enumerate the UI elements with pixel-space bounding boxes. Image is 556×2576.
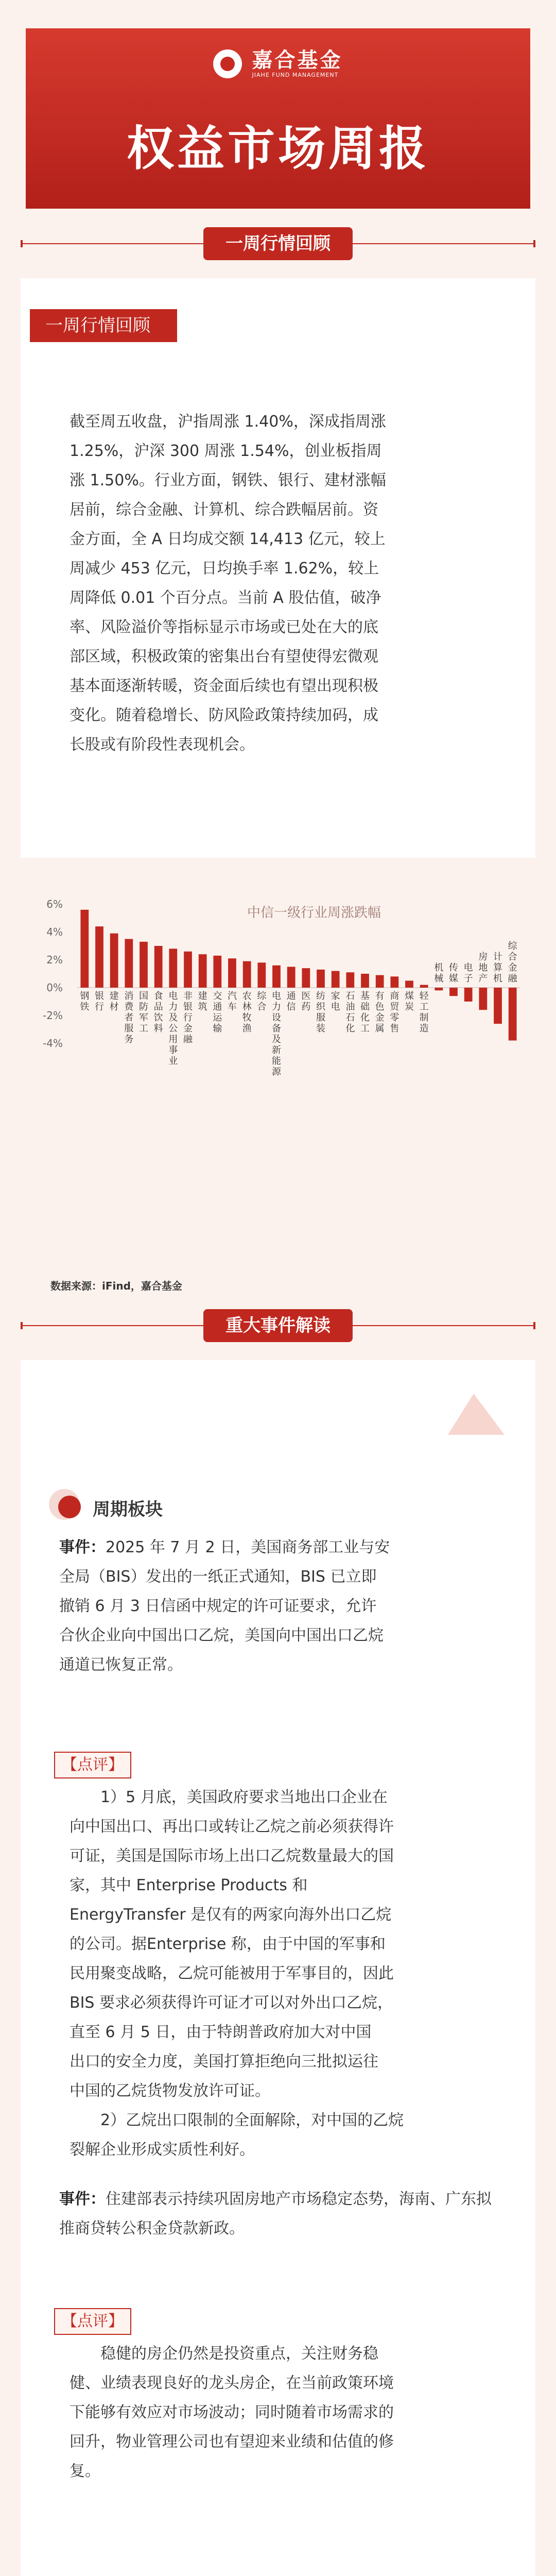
x-tick-label: 医药 <box>301 991 311 1012</box>
x-tick-label: 媒传 <box>449 962 458 984</box>
brand-logo-icon <box>213 49 242 78</box>
x-tick-label: 银行 <box>95 991 104 1012</box>
chart-title: 中信一级行业周涨跌幅 <box>247 905 381 921</box>
x-tick-label: 煤炭 <box>405 991 414 1012</box>
chart-bar <box>435 988 443 990</box>
x-tick-label: 非银行金融 <box>183 991 193 1045</box>
hero-banner <box>26 28 530 209</box>
chart-bar <box>420 985 428 988</box>
section-pill-events: 重大事件解读 <box>203 1309 353 1342</box>
x-tick-label: 电力设备及新能源 <box>272 991 281 1077</box>
y-tick-label: -2% <box>43 1009 63 1022</box>
chart-bar <box>272 965 281 988</box>
x-tick-label: 消费者服务 <box>124 991 134 1045</box>
sector-heading: 周期板块 <box>93 1499 163 1520</box>
chart-bar <box>140 942 148 988</box>
chart-bar <box>184 952 192 988</box>
industry-weekly-chart <box>41 886 525 1175</box>
x-tick-label: 农林牧渔 <box>242 991 252 1034</box>
chart-bar <box>125 939 133 988</box>
chart-bar <box>287 967 296 988</box>
chart-bar <box>95 926 103 988</box>
x-tick-label: 产地房 <box>478 952 488 984</box>
chart-bar <box>494 988 502 1024</box>
event1-text: 事件：2025 年 7 月 2 日，美国商务部工业与安 全局（BIS）发出的一纸正式通知，BIS 已立即 撤销 6 月 3 日信函中规定的许可证要求，允许 合伙企业向中国出口乙烷，美国向中国出口乙烷 通道已恢复正常。 <box>59 1538 390 1674</box>
x-tick-label: 融金合综 <box>508 941 517 984</box>
data-source: 数据来源：iFind，嘉合基金 <box>50 1280 182 1292</box>
x-tick-label: 电力及公用事业 <box>168 991 178 1066</box>
y-tick-label: 6% <box>46 898 63 910</box>
chart-bar <box>464 988 473 1002</box>
y-tick-label: -4% <box>43 1037 63 1049</box>
x-tick-label: 钢铁 <box>80 991 90 1012</box>
chart-bar <box>228 958 236 988</box>
x-tick-label: 轻工制造 <box>419 991 429 1034</box>
section-ribbon: 一周行情回顾 <box>30 309 177 342</box>
market-review-card <box>21 278 535 858</box>
chart-bar <box>317 970 325 988</box>
x-tick-label: 汽车 <box>228 991 237 1012</box>
chart-bar <box>376 975 384 988</box>
comment2-text: 稳健的房企仍然是投资重点，关注财务稳 健、业绩表现良好的龙头房企，在当前政策环境 下能够有效应对市场波动；同时随着市场需求的 回升，物业管理公司也有望迎来业绩和估值的修 复。 <box>70 2345 394 2480</box>
comment1-text: 1）5 月底，美国政府要求当地出口企业在 向中国出口、再出口或转让乙烷之前必须获得许 可证，美国是国际市场上出口乙烷数量最大的国 家，其中 Enterprise Products 和 EnergyTransfer 是仅有的两家向海外出口乙烷 的公司。据Enterprise 称，由于中国的军事和 民用聚变战略，乙烷可能被用于军事目的，因此 BIS 要求必须获得许可证才可以对外出口乙烷， 直至 6 月 5 日，由于特朗普政府加大对中国 出口的安全力度，美国打算拒绝向三批拟运往 中国的乙烷货物发放许可证。 2）乙烷出口限制的全面解除，对中国的乙烷 裂解企业形成实质性利好。 <box>70 1788 404 2159</box>
chart-bar <box>80 910 89 988</box>
chart-bar <box>243 961 251 988</box>
x-tick-label: 建材 <box>109 991 119 1012</box>
x-tick-label: 建筑 <box>198 991 207 1012</box>
x-tick-label: 综合 <box>257 991 267 1012</box>
comment-tag: 【点评】 <box>54 1752 131 1778</box>
chart-bar <box>257 962 266 988</box>
y-tick-label: 2% <box>46 954 63 966</box>
chart-bar <box>169 948 177 988</box>
chart-bar <box>361 974 369 988</box>
x-tick-label: 商贸零售 <box>390 991 399 1034</box>
chart-bar <box>346 972 354 988</box>
x-tick-label: 纺织服装 <box>316 991 325 1034</box>
x-tick-label: 机算计 <box>493 952 502 984</box>
event2-text: 事件：住建部表示持续巩固房地产市场稳定态势，海南、广东拟推商贷转公积金贷款新政。 <box>59 2190 492 2238</box>
chart-bar <box>405 981 413 988</box>
chart-bar <box>110 934 118 988</box>
section-pill-review: 一周行情回顾 <box>203 227 353 260</box>
y-tick-label: 0% <box>46 981 63 994</box>
chart-bar <box>213 956 221 988</box>
x-tick-label: 国防军工 <box>139 991 148 1034</box>
brand-name: 嘉合基金 <box>252 48 343 72</box>
chart-bar <box>302 968 310 988</box>
chart-bar <box>199 954 207 988</box>
decor-triangle-icon <box>448 1391 510 1437</box>
events-card <box>21 1360 535 2576</box>
x-tick-label: 石油石化 <box>345 991 355 1034</box>
page-title: 权益市场周报 <box>126 121 429 176</box>
x-tick-label: 械机 <box>434 962 444 984</box>
x-tick-label: 家电 <box>331 991 340 1012</box>
chart-bar <box>154 946 163 988</box>
market-review-text: 截至周五收盘，沪指周涨 1.40%，深成指周涨 1.25%，沪深 300 周涨 1.54%，创业板指周 涨 1.50%。行业方面，钢铁、银行、建材涨幅 居前，综合金融、计算机、综合跌幅居前。资 金方面，全 A 日均成交额 14,413 亿元，较上 周减少 453 亿元，日均换手率 1.62%，较上 周降低 0.01 个百分点。当前 A 股估值，破净 率、风险溢价等指标显示市场或已处在大的底 部区域，积极政策的密集出台有望使得宏微观 基本面逐渐转暖，资金面后续也有望出现积极 变化。随着稳增长、防风险政策持续加码，成 长股或有阶段性表现机会。 <box>70 413 386 754</box>
chart-bar <box>332 971 340 988</box>
chart-bar <box>479 988 487 1010</box>
brand-name-en: JIAHE FUND MANAGEMENT <box>252 72 339 78</box>
x-tick-label: 交通运输 <box>213 991 222 1034</box>
x-tick-label: 食品饮料 <box>153 991 163 1034</box>
comment-tag: 【点评】 <box>54 2308 131 2335</box>
x-tick-label: 有色金属 <box>375 991 385 1034</box>
chart-bar <box>390 976 398 988</box>
chart-bar <box>449 988 458 996</box>
x-tick-label: 基础化工 <box>360 991 370 1034</box>
y-tick-label: 4% <box>46 926 63 938</box>
x-tick-label: 子电 <box>463 962 473 984</box>
chart-bar <box>509 988 517 1041</box>
x-tick-label: 通信 <box>286 991 296 1012</box>
brand-logo <box>26 49 530 78</box>
